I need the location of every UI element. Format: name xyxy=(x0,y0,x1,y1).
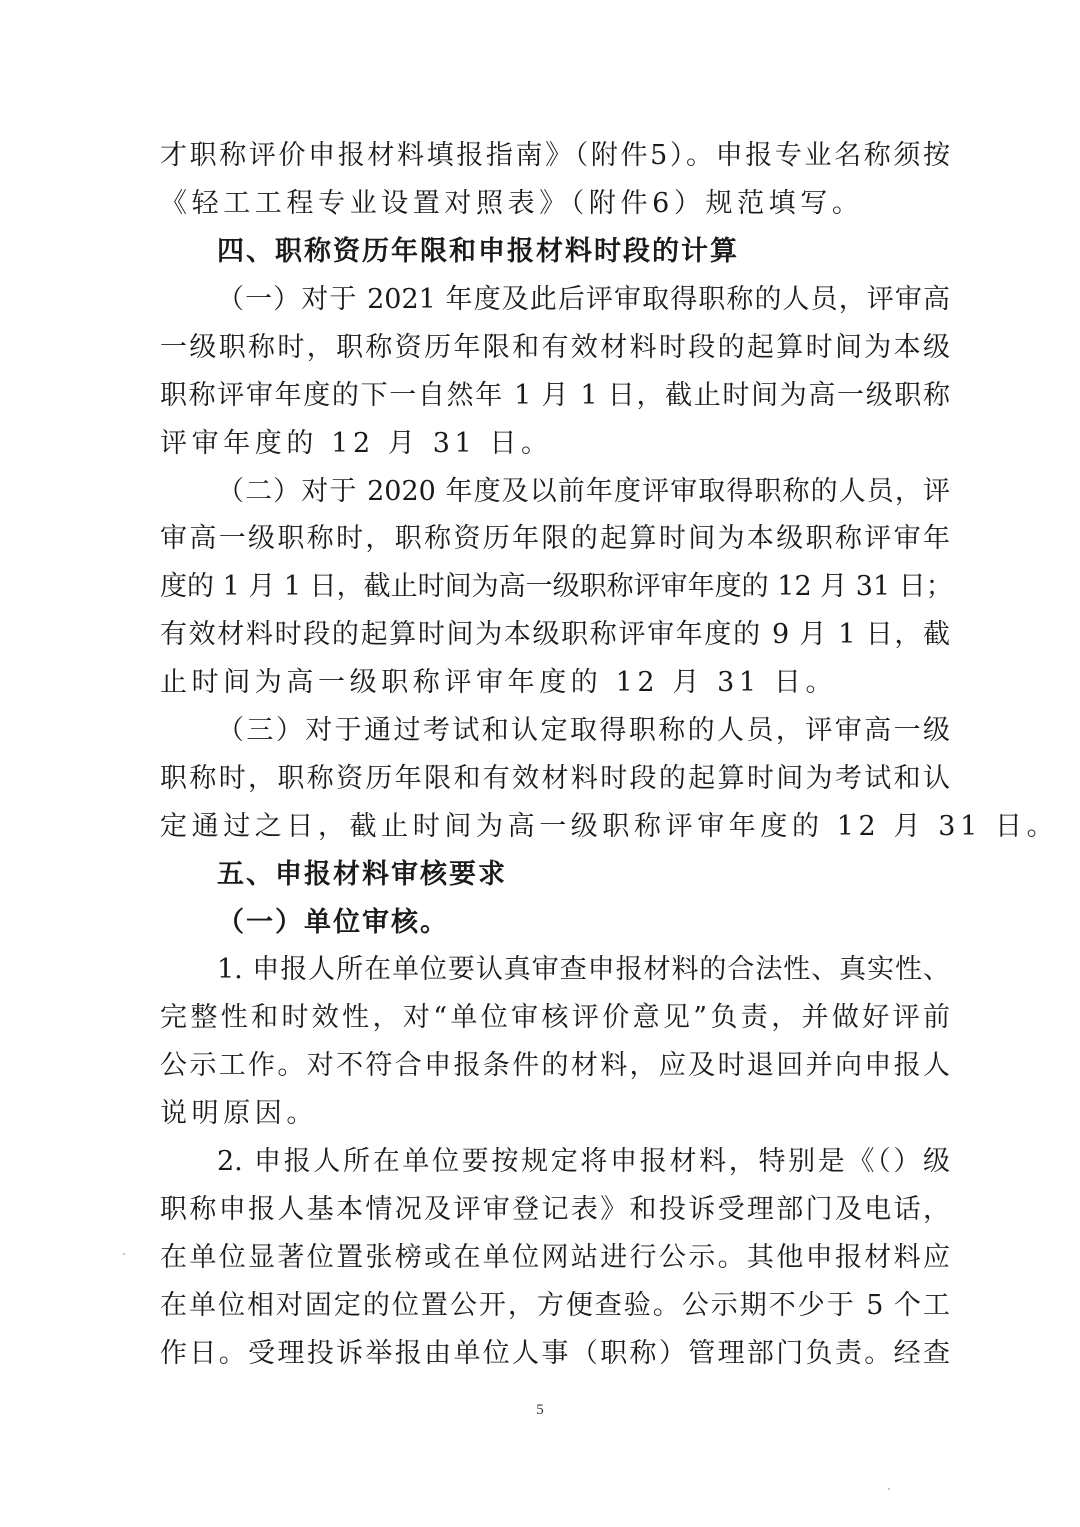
text-line: 职称评审年度的下一自然年 1 月 1 日，截止时间为高一级职称 xyxy=(160,380,950,411)
text-line: 有效材料时段的起算时间为本级职称评审年度的 9 月 1 日，截 xyxy=(160,619,950,650)
text-line: 一级职称时，职称资历年限和有效材料时段的起算时间为本级 xyxy=(160,332,950,363)
text-line: 在单位显著位置张榜或在单位网站进行公示。其他申报材料应 xyxy=(160,1242,950,1273)
text-line: 在单位相对固定的位置公开，方便查验。公示期不少于 5 个工 xyxy=(160,1290,950,1321)
text-line: 公示工作。对不符合申报条件的材料，应及时退回并向申报人 xyxy=(160,1050,950,1081)
subsection-heading: （一）单位审核。 xyxy=(217,907,449,938)
text-line: 度的 1 月 1 日，截止时间为高一级职称评审年度的 12 月 31 日； xyxy=(160,571,953,602)
scan-speck xyxy=(123,1253,125,1255)
text-line: （一）对于 2021 年度及此后评审取得职称的人员，评审高 xyxy=(217,284,950,315)
text-line: 职称申报人基本情况及评审登记表》和投诉受理部门及电话， xyxy=(160,1194,950,1225)
text-line: 评审年度的 12 月 31 日。 xyxy=(160,428,553,459)
section-heading: 四、职称资历年限和申报材料时段的计算 xyxy=(217,236,739,267)
text-line: 《轻工工程专业设置对照表》（附件6）规范填写。 xyxy=(160,188,864,219)
text-line: （三）对于通过考试和认定取得职称的人员，评审高一级 xyxy=(217,715,950,746)
text-line: 审高一级职称时，职称资历年限的起算时间为本级职称评审年 xyxy=(160,523,950,554)
section-heading: 五、申报材料审核要求 xyxy=(217,859,507,890)
page-number: 5 xyxy=(536,1402,544,1418)
text-line: 完整性和时效性，对“单位审核评价意见”负责，并做好评前 xyxy=(160,1002,950,1033)
text-line: 说明原因。 xyxy=(160,1098,318,1129)
text-line: （二）对于 2020 年度及以前年度评审取得职称的人员，评 xyxy=(217,476,950,507)
scan-speck xyxy=(888,1488,890,1490)
text-line: 1. 申报人所在单位要认真审查申报材料的合法性、真实性、 xyxy=(217,954,950,985)
text-line: 2. 申报人所在单位要按规定将申报材料，特别是《（）级 xyxy=(217,1146,950,1177)
text-line: 才职称评价申报材料填报指南》（附件5）。申报专业名称须按 xyxy=(160,140,950,171)
text-line: 职称时，职称资历年限和有效材料时段的起算时间为考试和认 xyxy=(160,763,950,794)
text-line: 止时间为高一级职称评审年度的 12 月 31 日。 xyxy=(160,667,838,698)
text-line: 定通过之日，截止时间为高一级职称评审年度的 12 月 31 日。 xyxy=(160,811,1059,842)
text-line: 作日。受理投诉举报由单位人事（职称）管理部门负责。经查 xyxy=(160,1338,950,1369)
